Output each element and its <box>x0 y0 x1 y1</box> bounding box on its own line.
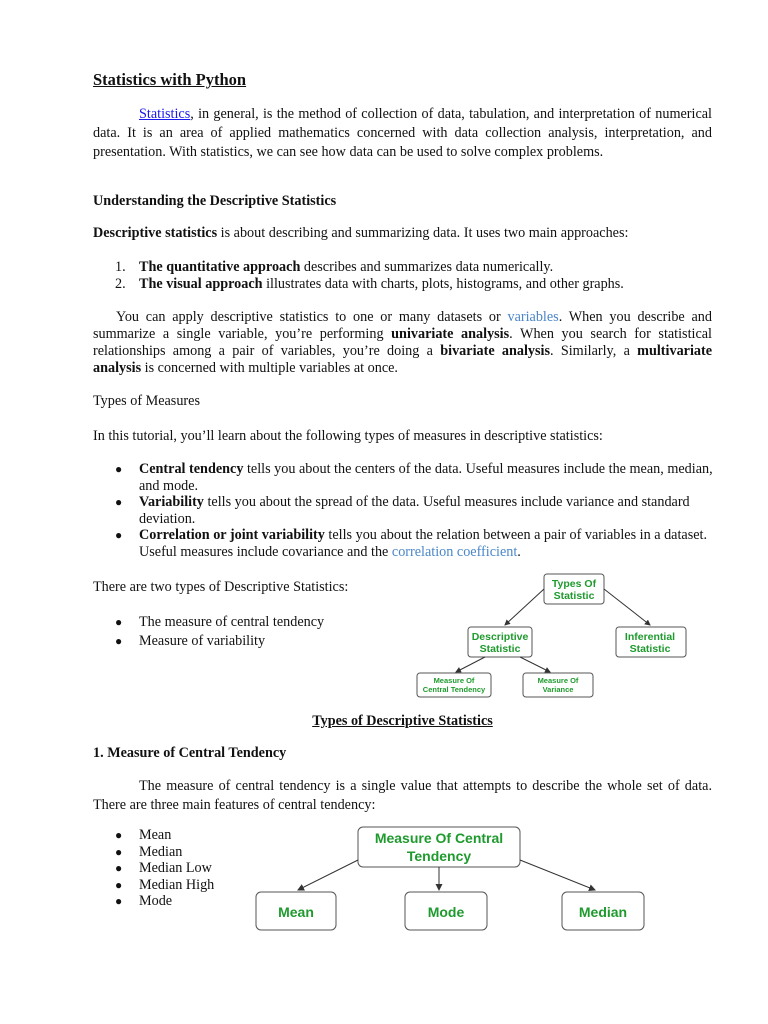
two-types-text: There are two types of Descriptive Statistics: <box>93 579 349 595</box>
list-item: ● Median <box>115 843 183 860</box>
connector <box>604 589 650 625</box>
types-of-statistic-label-2: Statistic <box>553 590 595 602</box>
mean-label: Mean <box>278 904 314 920</box>
list-item: ● Correlation or joint variability tells you about the relation between a pair of variables in a dataset. Useful measures include covariance and the correlation coefficient. <box>115 527 708 560</box>
approaches-list <box>93 259 713 292</box>
central-list <box>93 827 253 910</box>
list-item: ● Mode <box>115 893 173 909</box>
variables-link[interactable]: variables <box>507 309 559 325</box>
connector <box>520 860 595 890</box>
mode-label: Mode <box>427 904 465 920</box>
inferential-statistic-label-1: Inferential <box>624 631 676 643</box>
list-item: 2. The visual approach illustrates data with charts, plots, histograms, and other graphs. <box>115 275 624 292</box>
types-of-statistic-diagram <box>410 570 690 700</box>
types-of-statistic-label-1: Types Of <box>551 578 597 590</box>
central-tendency-label-2: Central Tendency <box>422 685 486 694</box>
variance-label-2: Variance <box>542 685 574 694</box>
page-title: Statistics with Python <box>93 70 247 89</box>
intro-paragraph: Statistics, in general, is the method of collection of data, tabulation, and interpretation of numerical data. It is an area of applied mathematics concerned with data collection analysis, interpretation, and presentation. With statistics, we can see how data can be used to solve complex problems. <box>93 106 712 160</box>
list-item: ● The measure of central tendency <box>115 614 325 630</box>
median-label: Median <box>578 904 628 920</box>
connector <box>298 860 358 890</box>
types-descriptive-heading: Types of Descriptive Statistics <box>312 713 493 729</box>
measures-list <box>93 461 713 560</box>
list-item: ● Central tendency tells you about the centers of the data. Useful measures include the mean, median, and mode. <box>115 461 713 494</box>
variance-label-1: Measure Of <box>537 676 579 685</box>
descriptive-statistic-label-2: Statistic <box>479 643 521 655</box>
section-heading-central: 1. Measure of Central Tendency <box>93 745 287 761</box>
descriptive-statistic-label-1: Descriptive <box>471 631 529 643</box>
statistics-link[interactable]: Statistics <box>139 106 191 122</box>
list-item: 1. The quantitative approach describes and summarizes data numerically. <box>115 259 554 275</box>
types-of-measures-label: Types of Measures <box>93 393 200 409</box>
connector <box>505 589 544 625</box>
section-heading-descriptive: Understanding the Descriptive Statistics <box>93 193 337 209</box>
central-tendency-root-label-2: Tendency <box>406 848 472 864</box>
central-tendency-root-label-1: Measure Of Central <box>374 830 504 846</box>
central-tendency-label-1: Measure Of <box>433 676 475 685</box>
central-paragraph: The measure of central tendency is a single value that attempts to describe the whole set of data. There are three main features of central tendency: <box>93 778 712 813</box>
list-item: ● Variability tells you about the spread of the data. Useful measures include variance and standard deviation. <box>115 494 690 527</box>
list-item: ● Median Low <box>115 860 212 876</box>
connector <box>520 657 550 672</box>
descriptive-paragraph: Descriptive statistics is about describing and summarizing data. It uses two main approaches: <box>93 225 629 241</box>
list-item: ● Mean <box>115 827 172 843</box>
list-item: ● Median High <box>115 876 215 893</box>
correlation-coefficient-link[interactable]: correlation coefficient <box>391 543 518 560</box>
list-item: ● Measure of variability <box>115 633 266 649</box>
central-tendency-diagram <box>250 822 650 934</box>
two-types-list <box>93 613 393 651</box>
tutorial-paragraph: In this tutorial, you’ll learn about the following types of measures in descriptive statistics: <box>93 428 603 444</box>
inferential-statistic-label-2: Statistic <box>629 643 671 655</box>
apply-paragraph: You can apply descriptive statistics to one or many datasets or variables. When you describe and summarize a single variable, you’re performing univariate analysis. When you search for statistical relationships among a pair of variables, you’re doing a bivariate analysis. Similarly, a multivariate analysis is concerned with multiple variables at once. <box>93 309 713 376</box>
connector <box>456 657 485 672</box>
